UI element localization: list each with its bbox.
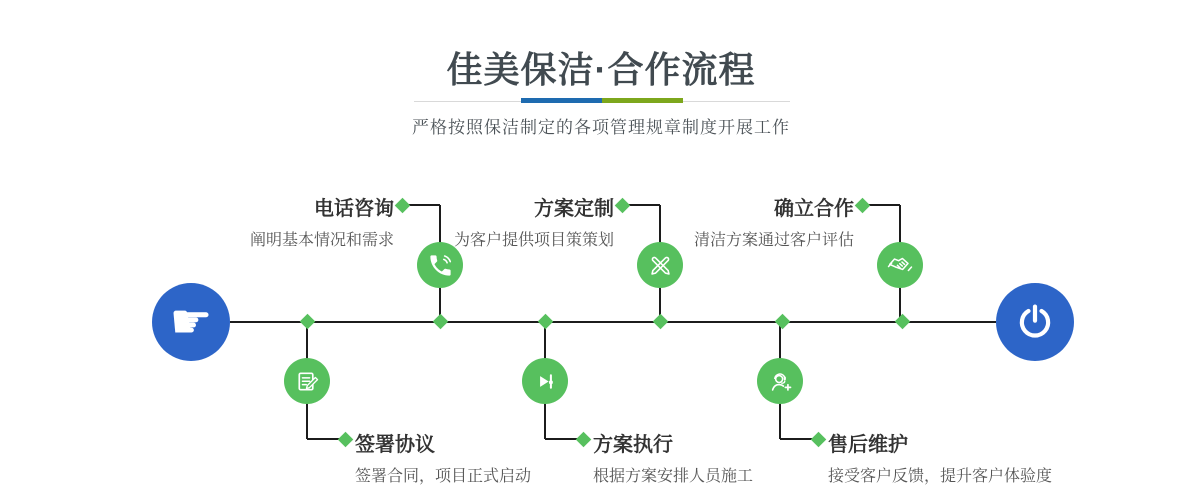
step-desc: 接受客户反馈，提升客户体验度 — [828, 468, 1053, 485]
diamond-marker — [615, 198, 631, 214]
step-title: 签署协议 — [355, 434, 435, 456]
timeline-main-line — [230, 321, 996, 323]
connector-line — [406, 204, 440, 206]
step-label — [694, 192, 854, 250]
divider-green-segment — [602, 98, 683, 103]
step-desc: 根据方案安排人员施工 — [593, 468, 754, 485]
diamond-marker — [395, 198, 411, 214]
step-desc: 清洁方案通过客户评估 — [693, 232, 854, 249]
diamond-marker — [576, 432, 592, 448]
diamond-marker — [538, 314, 554, 330]
design-tools-icon — [637, 242, 683, 288]
power-icon — [1014, 301, 1056, 343]
page-title: 佳美保洁·合作流程 — [446, 49, 756, 90]
step-label — [355, 428, 531, 486]
hand-pointer-icon: ☛ — [169, 294, 213, 350]
step-title: 售后维护 — [828, 434, 908, 456]
timeline-end-node — [996, 283, 1074, 361]
step-desc: 为客户提供项目策策划 — [453, 232, 614, 249]
contract-pen-icon — [284, 358, 330, 404]
connector-line — [307, 438, 341, 440]
step-label — [454, 192, 614, 250]
step-label — [828, 428, 1052, 486]
step-desc: 阐明基本情况和需求 — [249, 232, 394, 249]
step-desc: 签署合同，项目正式启动 — [355, 468, 532, 485]
diamond-marker — [338, 432, 354, 448]
handshake-icon — [877, 242, 923, 288]
diamond-marker — [895, 314, 911, 330]
timeline-start-node — [152, 283, 230, 361]
connector-line — [780, 438, 814, 440]
divider-blue-segment — [521, 98, 602, 103]
connector-line — [545, 438, 579, 440]
page-subtitle: 严格按照保洁制定的各项管理规章制度开展工作 — [412, 118, 790, 137]
connector-line — [866, 204, 900, 206]
diamond-marker — [811, 432, 827, 448]
step-title: 电话咨询 — [314, 198, 394, 220]
step-title: 方案执行 — [593, 434, 673, 456]
diamond-marker — [653, 314, 669, 330]
step-label — [250, 192, 394, 250]
diamond-marker — [855, 198, 871, 214]
step-title: 方案定制 — [534, 198, 614, 220]
diamond-marker — [775, 314, 791, 330]
customer-support-icon — [757, 358, 803, 404]
step-label — [593, 428, 753, 486]
diamond-marker — [433, 314, 449, 330]
title-divider-accent — [521, 98, 683, 103]
play-execute-icon — [522, 358, 568, 404]
diamond-marker — [300, 314, 316, 330]
connector-line — [626, 204, 660, 206]
step-title: 确立合作 — [774, 198, 854, 220]
